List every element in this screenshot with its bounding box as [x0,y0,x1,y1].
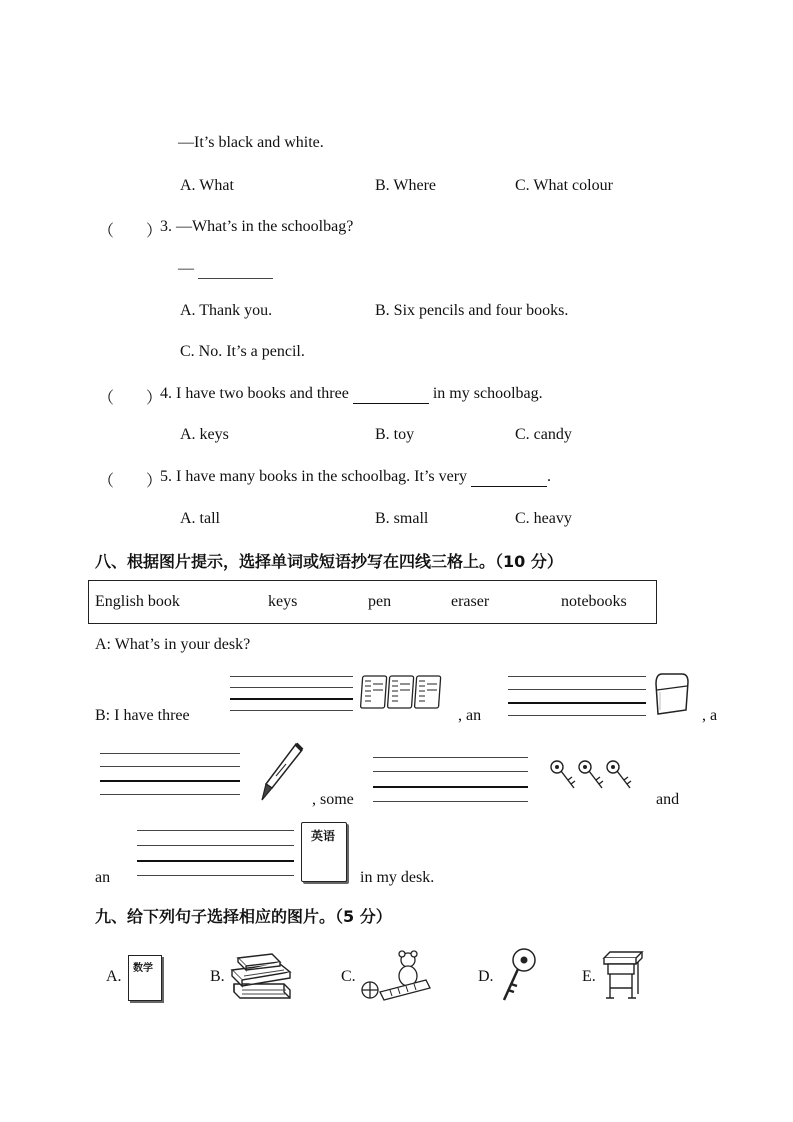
math-book-label: 数学 [133,963,153,974]
word-notebooks: notebooks [561,593,627,610]
dialog-an-2: an [95,869,111,886]
q3-answer-dash: — [178,260,194,277]
dialog-b-start: B: I have three [95,707,190,724]
q3-paren[interactable]: （ ） [98,223,163,240]
q4-question-after: in my schoolbag. [432,385,543,402]
word-english-book: English book [95,593,180,610]
dialog-a: , a [702,707,718,724]
q5-blank[interactable] [471,468,547,487]
dialog-an-1: , an [458,707,482,724]
choice-b-label: B. [210,968,225,985]
word-keys: keys [268,593,298,610]
q4-option-a: A. keys [180,426,229,443]
q5-question-end: . [547,468,552,485]
choice-a-label: A. [106,968,122,985]
dialog-a-line: A: What’s in your desk? [95,636,251,653]
q5-question-text: 5. I have many books in the schoolbag. It’s very [160,468,468,485]
pen-icon [256,740,306,804]
keys-icon [548,758,634,794]
q4-option-b: B. toy [375,426,415,443]
math-book-icon [128,955,162,1001]
notebooks-icon [360,672,448,712]
word-bank-box [88,580,657,624]
q5-paren[interactable]: （ ） [98,473,163,490]
q3-option-a: A. Thank you. [180,302,273,319]
english-book-label: 英语 [311,829,336,843]
dialog-some: , some [312,791,354,808]
choice-d-label: D. [478,968,494,985]
q4-question [160,385,543,404]
dialog-and: and [656,791,680,808]
q3-option-c: C. No. It’s a pencil. [180,343,305,360]
q3-option-b: B. Six pencils and four books. [375,302,569,319]
section8-header: 八、根据图片提示，选择单词或短语抄写在四线三格上。（10 分） [95,552,563,571]
q2-answer: —It’s black and white. [178,134,324,151]
word-eraser: eraser [451,593,490,610]
q5-option-b: B. small [375,510,429,527]
q5-option-c: C. heavy [515,510,572,527]
q4-question-before: 4. I have two books and three [160,385,349,402]
q4-option-c: C. candy [515,426,572,443]
q3-answer-blank[interactable] [198,278,273,279]
english-book-icon [301,822,347,882]
q2-option-c: C. What colour [515,177,613,194]
key-icon [498,946,542,1004]
q3-question: 3. —What’s in the schoolbag? [160,218,354,235]
desk-icon [600,948,646,1004]
choice-e-label: E. [582,968,596,985]
q4-blank[interactable] [353,385,429,404]
toys-icon [360,950,432,1004]
q5-option-a: A. tall [180,510,220,527]
choice-c-label: C. [341,968,356,985]
q2-option-a: A. What [180,177,234,194]
books-stack-icon [228,950,296,1004]
dialog-end: in my desk. [360,869,435,886]
section9-header: 九、给下列句子选择相应的图片。（5 分） [95,907,392,926]
q2-option-b: B. Where [375,177,437,194]
q4-paren[interactable]: （ ） [98,390,163,407]
q5-question [160,468,551,487]
word-pen: pen [368,593,392,610]
eraser-icon [652,670,692,718]
